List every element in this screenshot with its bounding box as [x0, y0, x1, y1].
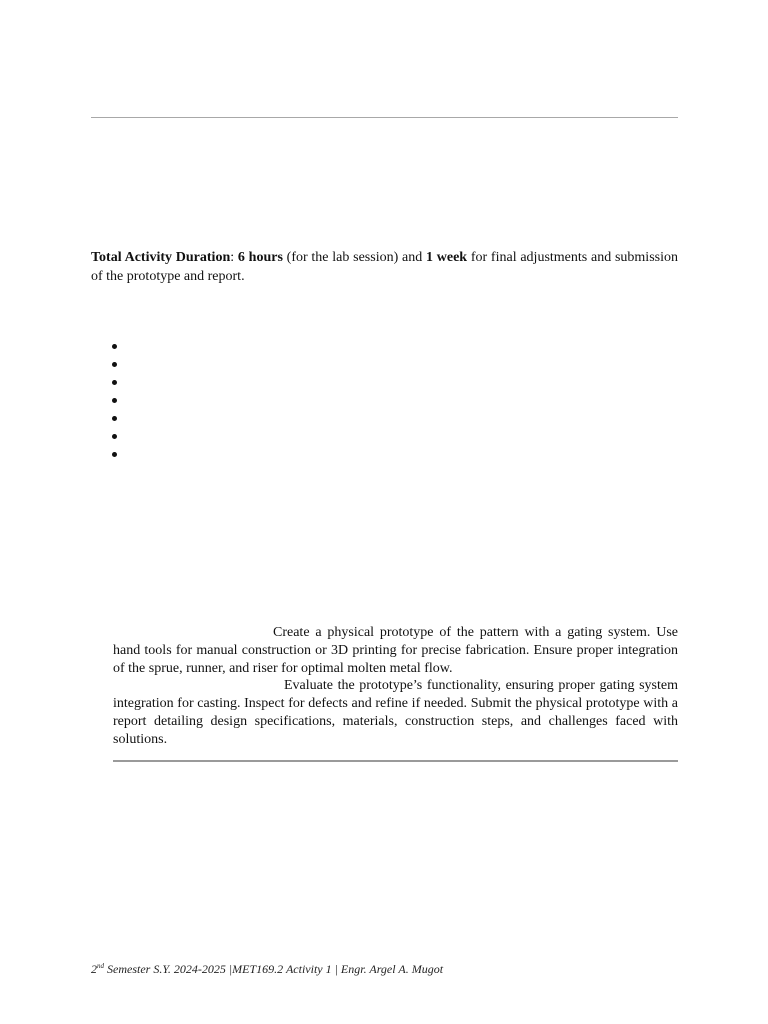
duration-label: Total Activity Duration: [91, 250, 231, 265]
list-item: [112, 338, 122, 356]
bullet-icon: [112, 416, 117, 421]
bullet-icon: [112, 380, 117, 385]
bullet-icon: [112, 452, 117, 457]
duration-week: 1 week: [425, 250, 468, 265]
list-item: [112, 446, 122, 464]
list-item: [112, 356, 122, 374]
bullet-icon: [112, 434, 117, 439]
list-item: [112, 410, 122, 428]
page-footer: [91, 962, 443, 977]
list-item: [112, 374, 122, 392]
duration-colon: :: [230, 250, 238, 265]
list-item: [112, 392, 122, 410]
procedure-paragraph-1-text: Create a physical prototype of the pattern with a gating system. Use hand tools for manual construction or 3D printing for precise fabrication. Ensure proper integration of the sprue, runner, and riser for optimal molten metal flow.: [113, 625, 678, 676]
list-item: [112, 428, 122, 446]
footer-superscript: nd: [97, 962, 104, 970]
bottom-divider: [113, 760, 678, 762]
bullet-icon: [112, 398, 117, 403]
procedure-text: [113, 624, 678, 749]
top-divider: [91, 117, 678, 118]
duration-tail: for final adjustments and submission of the prototype and report.: [91, 250, 678, 284]
procedure-paragraph-2-text: Evaluate the prototype’s functionality, ensuring proper gating system integration for casting. Inspect for defects and refine if needed. Submit the physical prototype with a report detailing design specifications, materials, construction steps, and challenges faced with solutions.: [113, 678, 678, 747]
bullet-list: [112, 338, 122, 464]
duration-hours: 6 hours: [237, 250, 283, 265]
bullet-icon: [112, 344, 117, 349]
footer-text: Semester S.Y. 2024-2025 |MET169.2 Activity 1 | Engr. Argel A. Mugot: [104, 962, 444, 976]
bullet-icon: [112, 362, 117, 367]
procedure-paragraph-1: [113, 624, 678, 677]
activity-duration: [91, 248, 678, 286]
procedure-paragraph-2: [113, 677, 678, 748]
footer-prefix: 2: [91, 962, 97, 976]
duration-mid: (for the lab session) and: [282, 250, 426, 265]
